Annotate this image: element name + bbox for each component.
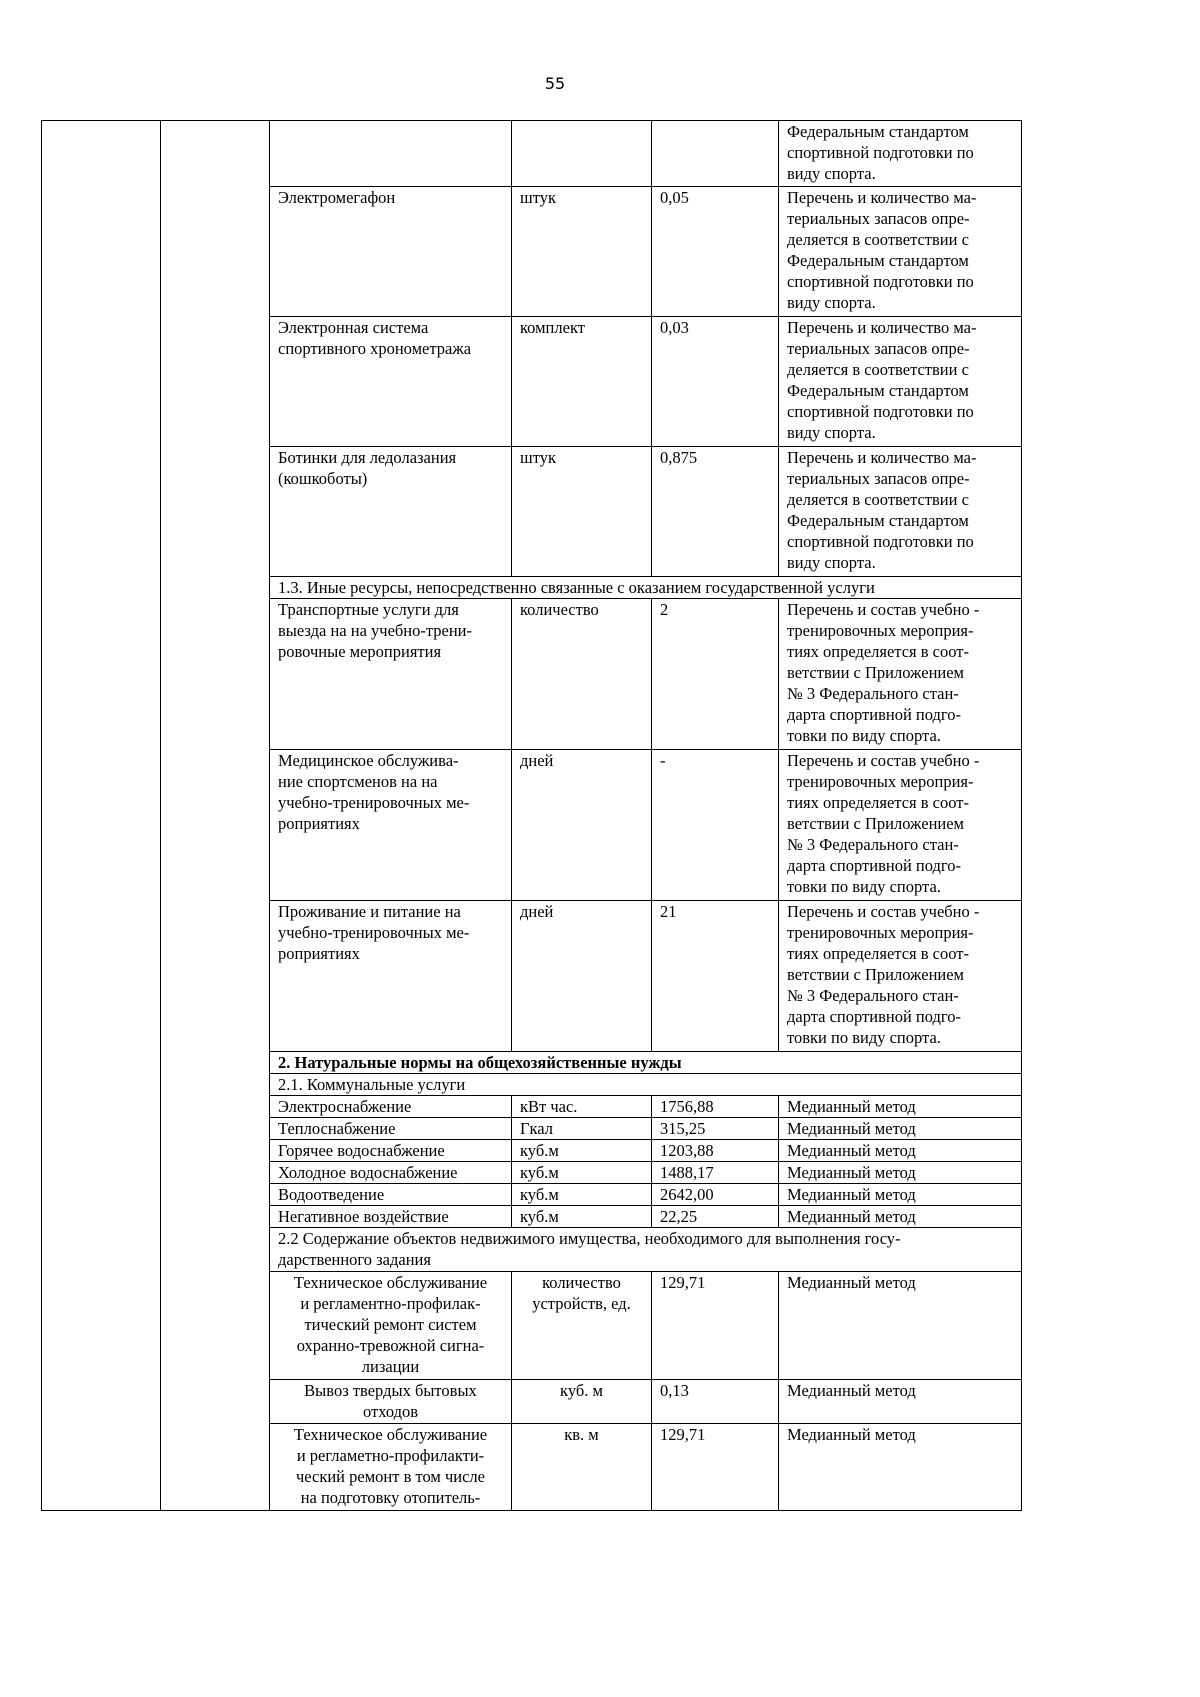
cell-unit: количество	[512, 599, 652, 750]
cell-unit: штук	[512, 187, 652, 317]
cell-name: Медицинское обслужива- ние спортсменов на на учебно-тренировочных ме- роприятиях	[270, 750, 512, 901]
cell-name: Транспортные услуги для выезда на на учебно-трени- ровочные мероприятия	[270, 599, 512, 750]
cell-note: Перечень и количество ма- териальных запасов опре- деляется в соответствии с Федеральным стандартом спортивной подготовки по виду спорта.	[779, 447, 1022, 577]
cell-unit: Гкал	[512, 1118, 652, 1140]
cell-unit: куб. м	[512, 1380, 652, 1424]
cell-note: Медианный метод	[779, 1272, 1022, 1380]
cell-note: Перечень и состав учебно - тренировочных мероприя- тиях определяется в соот- ветствии с Приложением № 3 Федерального стан- дарта спортивной подго- товки по виду спорта.	[779, 750, 1022, 901]
cell-note: Федеральным стандартом спортивной подготовки по виду спорта.	[779, 121, 1022, 187]
cell-name: Негативное воздействие	[270, 1206, 512, 1228]
cell-value: 2642,00	[652, 1184, 779, 1206]
cell-value	[652, 121, 779, 187]
cell-note: Перечень и состав учебно - тренировочных мероприя- тиях определяется в соот- ветствии с Приложением № 3 Федерального стан- дарта спортивной подго- товки по виду спорта.	[779, 901, 1022, 1052]
cell-unit: комплект	[512, 317, 652, 447]
cell-note: Медианный метод	[779, 1184, 1022, 1206]
cell-unit: куб.м	[512, 1140, 652, 1162]
cell-note: Медианный метод	[779, 1096, 1022, 1118]
cell-name: Вывоз твердых бытовых отходов	[270, 1380, 512, 1424]
cell-value: 315,25	[652, 1118, 779, 1140]
cell-value: 21	[652, 901, 779, 1052]
cell-name: Техническое обслуживание и регламетно-профилакти- ческий ремонт в том числе на подготовку отопитель-	[270, 1424, 512, 1511]
cell-name: Холодное водоснабжение	[270, 1162, 512, 1184]
cell-name: Горячее водоснабжение	[270, 1140, 512, 1162]
cell-value: 129,71	[652, 1424, 779, 1511]
cell-note: Перечень и количество ма- териальных запасов опре- деляется в соответствии с Федеральным стандартом спортивной подготовки по виду спорта.	[779, 187, 1022, 317]
cell-note: Медианный метод	[779, 1206, 1022, 1228]
cell-name: Проживание и питание на учебно-тренировочных ме- роприятиях	[270, 901, 512, 1052]
cell-name: Техническое обслуживание и регламентно-профилак- тический ремонт систем охранно-тревожной сигна- лизации	[270, 1272, 512, 1380]
cell-note: Медианный метод	[779, 1162, 1022, 1184]
cell-name: Электронная система спортивного хронометража	[270, 317, 512, 447]
cell-note: Медианный метод	[779, 1424, 1022, 1511]
cell-value: 0,875	[652, 447, 779, 577]
section-header: 2.1. Коммунальные услуги	[270, 1074, 1022, 1096]
cell-unit: куб.м	[512, 1206, 652, 1228]
cell-value: -	[652, 750, 779, 901]
section-header: 2.2 Содержание объектов недвижимого имущества, необходимого для выполнения госу- дарственного задания	[270, 1228, 1022, 1272]
cell-unit: кв. м	[512, 1424, 652, 1511]
cell-value: 0,13	[652, 1380, 779, 1424]
cell-unit	[512, 121, 652, 187]
cell-unit: дней	[512, 901, 652, 1052]
cell-unit: штук	[512, 447, 652, 577]
cell-unit: количество устройств, ед.	[512, 1272, 652, 1380]
cell-name: Теплоснабжение	[270, 1118, 512, 1140]
section-header: 2. Натуральные нормы на общехозяйственные нужды	[270, 1052, 1022, 1074]
table-row	[42, 121, 1022, 187]
cell-unit: кВт час.	[512, 1096, 652, 1118]
cell-name: Электромегафон	[270, 187, 512, 317]
cell-value: 1488,17	[652, 1162, 779, 1184]
cell-note: Медианный метод	[779, 1140, 1022, 1162]
cell-note: Медианный метод	[779, 1118, 1022, 1140]
cell-note: Перечень и состав учебно - тренировочных мероприя- тиях определяется в соот- ветствии с Приложением № 3 Федерального стан- дарта спортивной подго- товки по виду спорта.	[779, 599, 1022, 750]
cell-value: 129,71	[652, 1272, 779, 1380]
blank-column-1	[42, 121, 161, 1511]
cell-name: Электроснабжение	[270, 1096, 512, 1118]
cell-value: 22,25	[652, 1206, 779, 1228]
section-header: 1.3. Иные ресурсы, непосредственно связанные с оказанием государственной услуги	[270, 577, 1022, 599]
blank-column-2	[161, 121, 270, 1511]
cell-name: Ботинки для ледолазания (кошкоботы)	[270, 447, 512, 577]
cell-value: 0,05	[652, 187, 779, 317]
cell-unit: куб.м	[512, 1184, 652, 1206]
cell-value: 2	[652, 599, 779, 750]
resource-norms-table	[41, 120, 1022, 1511]
cell-value: 0,03	[652, 317, 779, 447]
cell-name	[270, 121, 512, 187]
cell-value: 1756,88	[652, 1096, 779, 1118]
cell-unit: дней	[512, 750, 652, 901]
cell-value: 1203,88	[652, 1140, 779, 1162]
cell-unit: куб.м	[512, 1162, 652, 1184]
page-number: 55	[544, 74, 566, 93]
cell-note: Перечень и количество ма- териальных запасов опре- деляется в соответствии с Федеральным стандартом спортивной подготовки по виду спорта.	[779, 317, 1022, 447]
cell-name: Водоотведение	[270, 1184, 512, 1206]
cell-note: Медианный метод	[779, 1380, 1022, 1424]
